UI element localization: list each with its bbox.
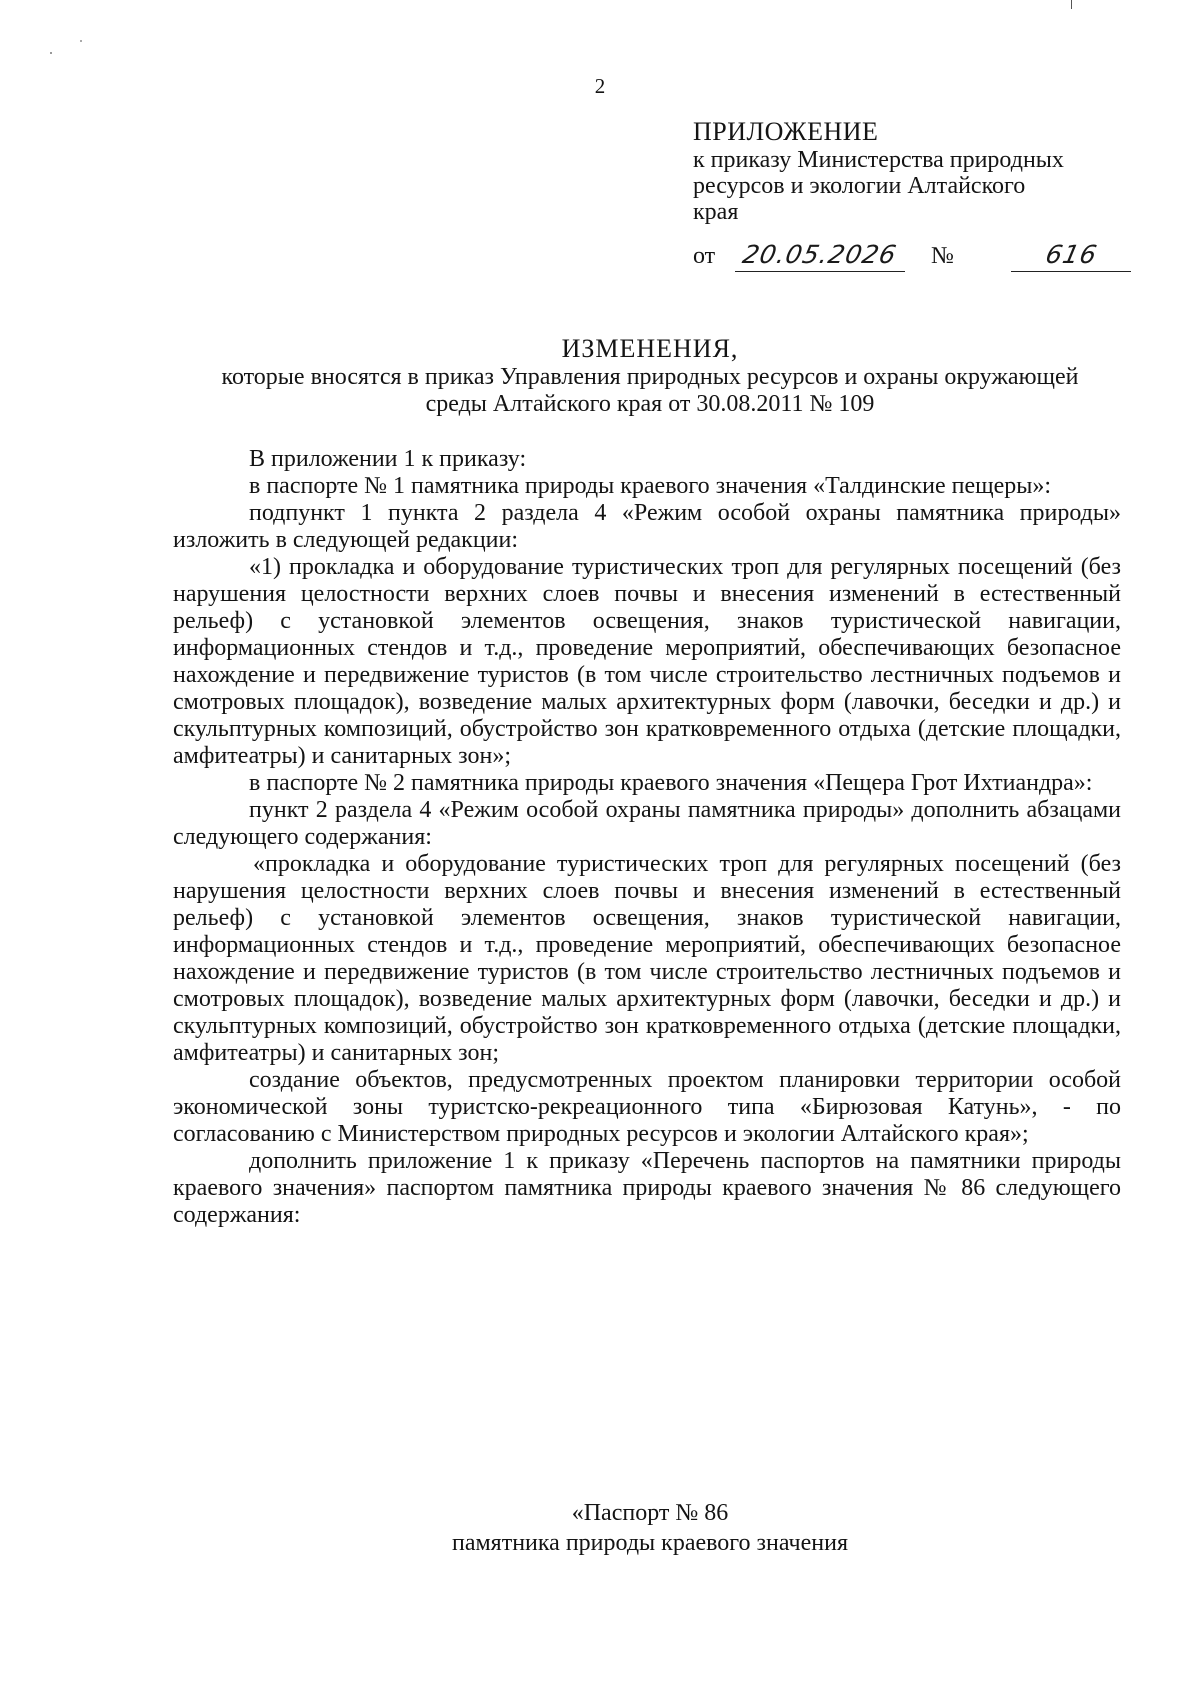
passport-heading-block	[170, 1498, 1130, 1558]
scan-dust	[50, 52, 52, 54]
document-subtitle-line: которые вносятся в приказ Управления природных ресурсов и охраны окружающей	[221, 364, 1079, 390]
document-body	[173, 446, 1121, 1229]
document-subtitle-line: среды Алтайского края от 30.08.2011 № 109	[425, 391, 875, 417]
document-title-block	[170, 334, 1130, 418]
appendix-line: ресурсов и экологии Алтайского	[693, 173, 1026, 199]
document-title: ИЗМЕНЕНИЯ,	[561, 334, 739, 363]
body-paragraph: «1) прокладка и оборудование туристических троп для регулярных посещений (без нарушения целостности верхних слоев почвы и внесения изменений в естественный рельеф) с установкой элементов освещения, знаков туристической навигации, информационных стендов и т.д., проведение мероприятий, обеспечивающих безопасное нахождение и передвижение туристов (в том числе строительство лестничных подъемов и смотровых площадок), возведение малых архитектурных форм (лавочки, беседки и др.) и скульптурных композиций, обустройство зон кратковременного отдыха (детские площадки, амфитеатры) и санитарных зон»;	[173, 554, 1121, 769]
body-paragraph: пункт 2 раздела 4 «Режим особой охраны памятника природы» дополнить абзацами следующего содержания:	[173, 797, 1121, 850]
appendix-line: к приказу Министерства природных	[693, 147, 1064, 173]
body-paragraph: «прокладка и оборудование туристических троп для регулярных посещений (без нарушения целостности верхних слоев почвы и внесения изменений в естественный рельеф) с установкой элементов освещения, знаков туристической навигации, информационных стендов и т.д., проведение мероприятий, обеспечивающих безопасное нахождение и передвижение туристов (в том числе строительство лестничных подъемов и смотровых площадок), возведение малых архитектурных форм (лавочки, беседки и др.) и скульптурных композиций, обустройство зон кратковременного отдыха (детские площадки, амфитеатры) и санитарных зон;	[173, 851, 1121, 1066]
order-reference-line	[693, 240, 1133, 280]
number-label: №	[931, 243, 954, 269]
appendix-line: края	[693, 199, 739, 225]
order-date-field	[735, 237, 905, 272]
handwritten-date: 20.05.2026	[740, 240, 900, 269]
order-number-field	[1011, 237, 1131, 272]
passport-heading: «Паспорт № 86	[571, 1500, 729, 1526]
body-paragraph: дополнить приложение 1 к приказу «Перечень паспортов на памятники природы краевого значения» паспортом памятника природы краевого значения № 86 следующего содержания:	[173, 1148, 1121, 1228]
scan-mark	[1071, 0, 1072, 9]
from-label: от	[693, 243, 716, 269]
body-paragraph: подпункт 1 пункта 2 раздела 4 «Режим особой охраны памятника природы» изложить в следующей редакции:	[173, 500, 1121, 553]
appendix-block	[693, 117, 1133, 225]
body-paragraph: в паспорте № 1 памятника природы краевого значения «Талдинские пещеры»:	[249, 473, 1052, 499]
passport-subheading: памятника природы краевого значения	[451, 1530, 849, 1556]
body-paragraph: создание объектов, предусмотренных проектом планировки территории особой экономической зоны туристско-рекреационного типа «Бирюзовая Катунь», - по согласованию с Министерством природных ресурсов и экологии Алтайского края»;	[173, 1067, 1121, 1147]
body-paragraph: В приложении 1 к приказу:	[249, 446, 527, 472]
scan-dust	[80, 40, 82, 42]
handwritten-number: 616	[1042, 240, 1100, 269]
appendix-heading: ПРИЛОЖЕНИЕ	[693, 117, 879, 146]
body-paragraph: в паспорте № 2 памятника природы краевого значения «Пещера Грот Ихтиандра»:	[249, 770, 1093, 796]
page-number: 2	[594, 74, 606, 98]
